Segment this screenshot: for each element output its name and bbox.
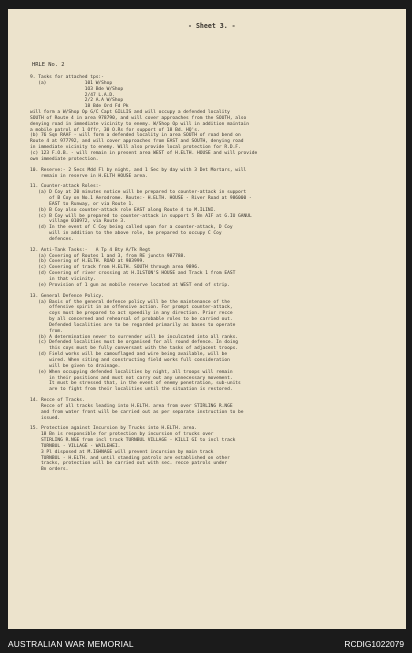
text-line: (d) In the event of C Coy being called upon for a counter-attack, D Coy	[30, 225, 233, 231]
paragraph	[30, 426, 385, 473]
paragraph	[30, 75, 385, 163]
text-line: 12. Anti-Tank Tasks:- A Tp 4 Bty A/Tk Regt	[30, 247, 151, 253]
text-line: STIRLING R.NGE from incl track TURNBUL VILLAGE - KILLI GI to incl track	[30, 438, 236, 444]
text-line: (a) Covering of Routes 1 and 3, from RE junctn 987788.	[30, 253, 187, 259]
text-line: 1O3 Bde W/Shop	[30, 86, 124, 92]
text-line: in immediate vicinity to enemy. Will also provide local protection for R.D.F.	[30, 145, 241, 151]
text-line: will in addition to the above role, be prepared to occupy C Coy	[30, 231, 222, 237]
document-body	[30, 75, 385, 478]
text-line: (e) When occupying defended localities by night, all troops will remain	[30, 369, 233, 375]
paragraph	[30, 398, 385, 421]
text-line: (a) 101 W/Shop	[30, 80, 113, 86]
text-line: It must be stressed that, in the event of enemy penetration, sub-units	[30, 381, 241, 387]
text-line: 3 Pl disposed at M.IGHNAGE will prevent incursion by main track	[30, 449, 214, 455]
text-line: SOUTH of Route 4 in area 978790, and will cover approaches from the SOUTH, also	[30, 115, 247, 121]
text-line: (c) Covering of track from H.ELTH. SOUTH through area 9896.	[30, 265, 200, 271]
text-line: (a) D Coy at 20 minutes notice will be prepared to counter-attack in support	[30, 190, 247, 196]
text-line: village 010972, via Route 3.	[30, 219, 126, 225]
paragraph	[30, 184, 385, 242]
text-line: wired. When siting and constructing field works full consideration	[30, 357, 230, 363]
text-line: by all concerned and rehearsal of probable roles to be carried out.	[30, 317, 233, 323]
footer-record-id: RCDIG1022079	[344, 639, 404, 649]
text-line: own immediate protection.	[30, 156, 99, 162]
text-line: EAST to Runway, or via Route 1.	[30, 201, 135, 207]
text-line: (d) Covering of river crossing at H.ILSTON'S HOUSE and Track 1 from EAST	[30, 271, 236, 277]
text-line: will be given to drainage.	[30, 363, 121, 369]
text-line: from.	[30, 328, 63, 334]
text-line: in their positions and must not carry out any unnecessary movement.	[30, 375, 233, 381]
text-line: offensive spirit in an offensive action. For prompt counter-attack,	[30, 305, 233, 311]
text-line: tracks, protection will be carried out with sec. recce patrols under	[30, 461, 228, 467]
text-line: (b) 76 Sqn RAAF - will form a defended locality in area SOUTH of road bend on	[30, 133, 241, 139]
text-line: coys must be prepared to act speedily in any direction. Prior recce	[30, 311, 233, 317]
text-line: (b) Covering of H.ELTH. ROAD at 983999.	[30, 259, 145, 265]
text-line: 2/47 L.A.D.	[30, 92, 115, 98]
text-line: in that vicinity.	[30, 277, 96, 282]
text-line: (b) A determination never to surrender will be inculcated into all ranks.	[30, 334, 239, 340]
text-line: of B Coy on No.1 Aerodrome. Route:- H.ELTH. HOUSE - River Road at 986000 -	[30, 196, 252, 202]
text-line: 18 Bn is responsible for protection by incursion of trucks over	[30, 432, 214, 438]
text-line: Recce of all tracks leading into H.ELTH. area from over STIRLING R.NGE	[30, 403, 233, 409]
text-line: (a) Basis of the general defence policy will be the maintenance of the	[30, 299, 230, 305]
text-line: this coys must be fully conversant with the tasks of adjacent troops.	[30, 346, 239, 352]
text-line: 13. General Defence Policy.	[30, 293, 104, 299]
text-line: defences.	[30, 236, 74, 242]
text-line: will form a W/Shop Op G/C Capt GILLIS and will occupy a defended locality	[30, 110, 230, 116]
text-line: issued.	[30, 415, 61, 421]
sheet-label: - Sheet 3. -	[188, 22, 236, 30]
text-line: Bn orders.	[30, 467, 69, 473]
text-line: TURNBUL - VILLAGE - WAILEHEI.	[30, 443, 121, 449]
text-line: (b) B Coy also counter-attack role EAST along Route 4 to M.ILINI.	[30, 207, 217, 213]
document-serial: HRLE No. 2	[32, 62, 65, 68]
text-line: (c) B Coy will be prepared to counter-attack in support 5 Bn AIF at G.IU GANUL	[30, 213, 252, 219]
document-page	[8, 9, 406, 629]
text-line: (d) Field works will be camouflaged and wire being available, will be	[30, 352, 228, 358]
text-line: Defended localities are to be regarded primarily as bases to operate	[30, 322, 236, 328]
text-line: (c) Defended localities must be organised for all round defence. In doing	[30, 340, 239, 346]
text-line: 18 Bde Ord Fd Pk	[30, 104, 129, 110]
text-line: (c) 123 F.O.B. - will remain in present area WEST of H.ELTH. HOUSE and will provide	[30, 150, 258, 156]
footer-institution: AUSTRALIAN WAR MEMORIAL	[8, 639, 134, 649]
text-line: a mobile patrol of 1 Offr, 30 O.Rs for support of 18 Bd. HQ's.	[30, 127, 200, 133]
paragraph	[30, 168, 385, 180]
paragraph	[30, 294, 385, 393]
text-line: remain in reserve in H.ELTH HOUSE area.	[30, 173, 148, 179]
text-line: Route 4 at 977792, and will cover approaches from EAST and SOUTH, denying road	[30, 139, 244, 145]
text-line: and from water front will be carried out as per separate instruction to be	[30, 409, 244, 415]
text-line: 2/2 A.A W/Shop	[30, 98, 124, 104]
paragraph	[30, 248, 385, 289]
text-line: are to fight from their localities until the situation is restored.	[30, 387, 233, 393]
text-line: denying road in immediate vicinity to enemy. W/Shop Op will in addition maintain	[30, 121, 249, 127]
text-line: 15. Protection against Incursion by Trucks into H.ELTH. area.	[30, 426, 197, 432]
text-line: (e) Provision of 1 gun as mobile reserve located at WEST end of strip.	[30, 282, 230, 288]
text-line: 14. Recce of Tracks.	[30, 398, 85, 404]
text-line: TURNBUL - H.ELTH. and until standing patrols are established on other	[30, 455, 230, 461]
archive-footer	[0, 631, 412, 653]
text-line: 9. Tasks for attached tps:-	[30, 75, 104, 80]
text-line: 10. Reserve:- 2 Secs Mdd Fl by night, and 1 Sec by day with 3 Det Mortars, will	[30, 167, 247, 173]
text-line: 11. Counter-attack Roles:-	[30, 184, 102, 190]
